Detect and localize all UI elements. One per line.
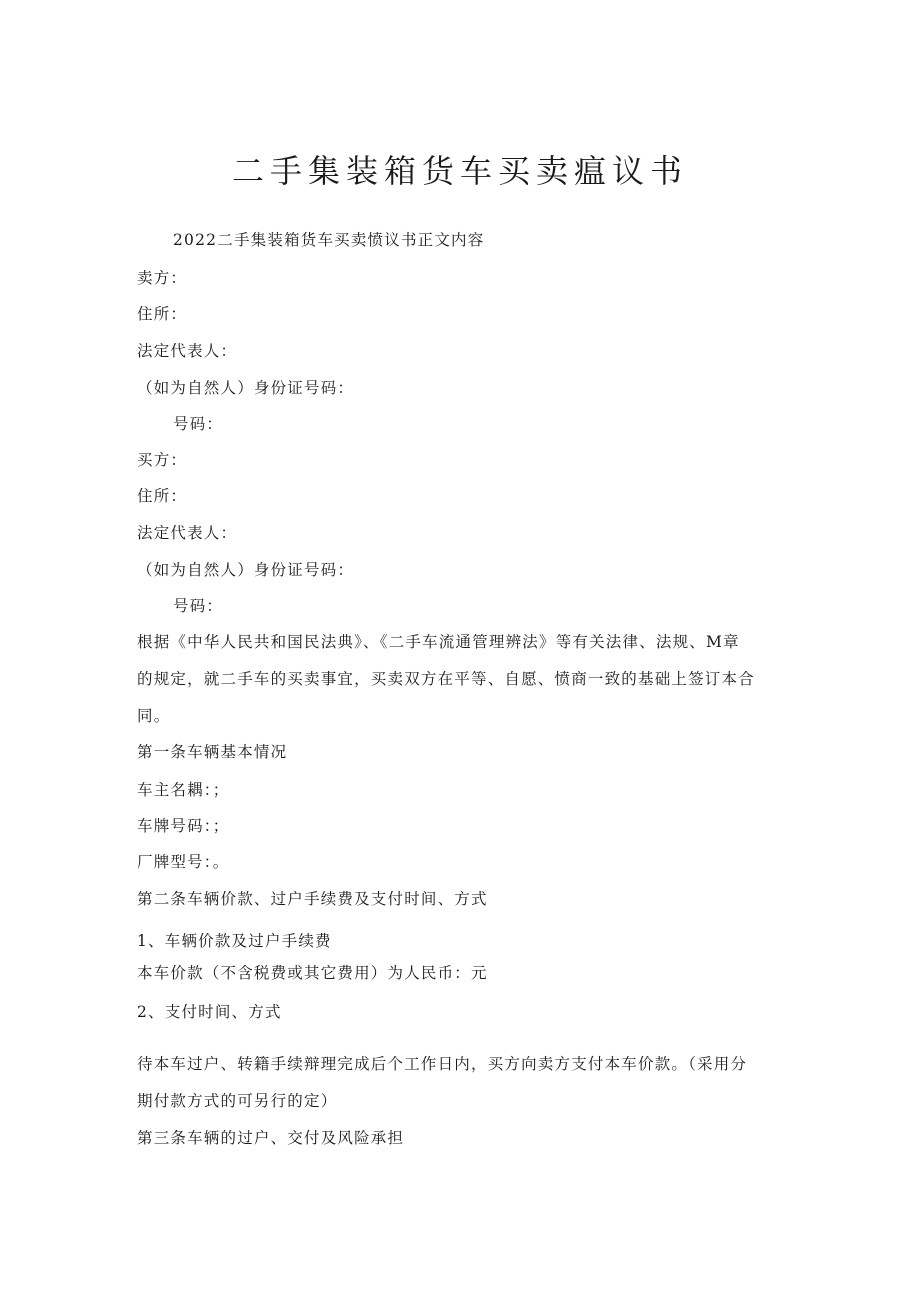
buyer-id-number: （如为自然人）身份证号码： — [137, 561, 355, 579]
buyer-address: 住所： — [137, 487, 188, 505]
buyer-label: 买方： — [137, 451, 188, 469]
vehicle-owner: 车主名耦：； — [137, 781, 230, 799]
seller-phone: 号码： — [173, 415, 224, 433]
seller-address: 住所： — [137, 305, 188, 323]
seller-label: 卖方： — [137, 269, 188, 287]
document-title: 二手集装箱货车买卖瘟议书 — [231, 152, 688, 190]
buyer-phone: 号码： — [173, 597, 224, 615]
seller-id-number: （如为自然人）身份证号码： — [137, 379, 355, 397]
vehicle-model: 厂牌型号：。 — [137, 853, 230, 871]
article3-heading: 第三条车辆的过户、交付及风险承担 — [137, 1129, 405, 1147]
vehicle-plate: 车牌号码：； — [137, 817, 230, 835]
article2-item2: 2、支付时间、方式 — [137, 1003, 282, 1021]
seller-legal-rep: 法定代表人： — [137, 342, 238, 360]
document-subtitle: 2022二手集装箱货车买卖愤议书正文内容 — [173, 231, 485, 249]
article2-item1: 1、车辆价款及过户手续费 — [137, 932, 332, 950]
payment-line: 期付款方式的可另行的定） — [137, 1092, 338, 1110]
preamble-line: 根据《中华人民共和国民法典》、《二手车流通管理辨法》等有关法律、法规、M章 — [137, 633, 740, 651]
vehicle-price: 本车价款（不含税费或其它费用）为人民币：元 — [137, 964, 488, 982]
article1-heading: 第一条车辆基本情况 — [137, 743, 288, 761]
payment-line: 待本车过户、转籍手续辩理完成后个工作日内，买方向卖方支付本车价款。（采用分 — [137, 1055, 748, 1073]
preamble-line: 同。 — [137, 707, 171, 725]
preamble-line: 的规定，就二手车的买卖事宜，买卖双方在平等、自愿、愤商一致的基础上签订本合 — [137, 670, 755, 688]
buyer-legal-rep: 法定代表人： — [137, 524, 238, 542]
article2-heading: 第二条车辆价款、过户手续费及支付时间、方式 — [137, 890, 488, 908]
